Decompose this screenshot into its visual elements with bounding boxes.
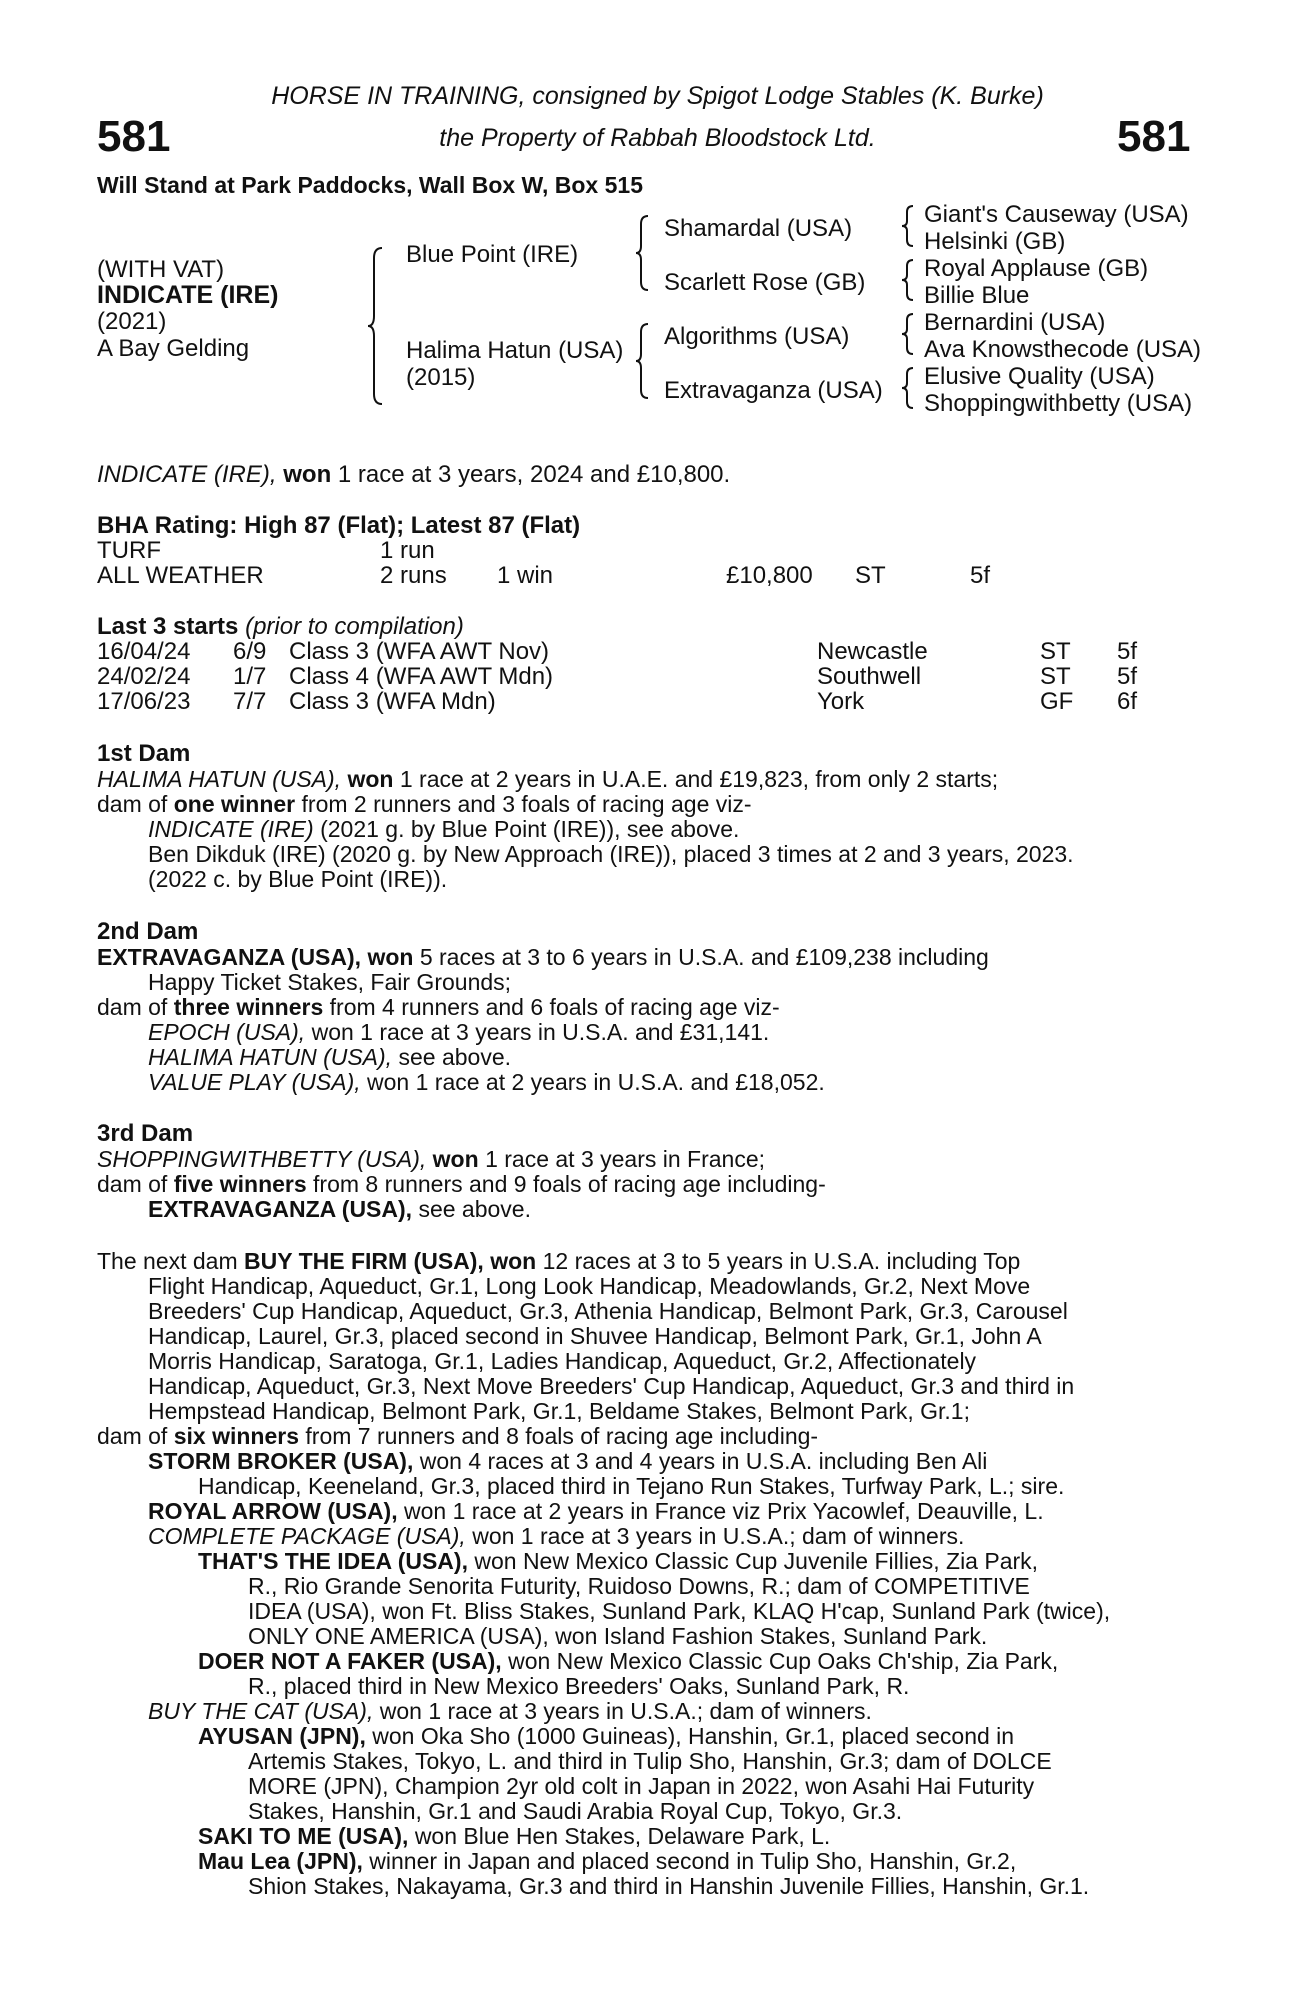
start-date: 24/02/24 (97, 663, 191, 690)
ayusan-line-3: MORE (JPN), Champion 2yr old colt in Japan in 2022, won Asahi Hai Futurity (248, 1773, 1035, 1799)
pedigree-brace-main (368, 246, 388, 406)
thats-the-idea-line-2: R., Rio Grande Senorita Futurity, Ruidoso Downs, R.; dam of COMPETITIVE (248, 1573, 1030, 1599)
third-dam-line-2: dam of five winners from 8 runners and 9 foals of racing age including- (97, 1171, 826, 1197)
lot-number-right: 581 (1117, 112, 1191, 161)
third-dam-line-3: EXTRAVAGANZA (USA), see above. (148, 1196, 531, 1222)
first-dam-line-3: INDICATE (IRE) (2021 g. by Blue Point (IRE)), see above. (148, 816, 740, 842)
horse-year: (2021) (97, 308, 167, 335)
horse-description: A Bay Gelding (97, 335, 250, 362)
second-dam-line-4: EPOCH (USA), won 1 race at 3 years in U.S.A. and £31,141. (148, 1019, 770, 1045)
pedigree-brace-sire (636, 214, 652, 292)
pedigree-dam-sire: Algorithms (USA) (664, 323, 850, 350)
turf-label: TURF (97, 537, 161, 564)
property-line: the Property of Rabbah Bloodstock Ltd. (439, 124, 876, 152)
mau-lea-line-2: Shion Stakes, Nakayama, Gr.3 and third in Hanshin Juvenile Fillies, Hanshin, Gr.1. (248, 1873, 1090, 1899)
third-dam-line-1: SHOPPINGWITHBETTY (USA), won 1 race at 3 years in France; (97, 1146, 766, 1172)
aw-wins: 1 win (497, 562, 554, 589)
ayusan-line-2: Artemis Stakes, Tokyo, L. and third in Tulip Sho, Hanshin, Gr.3; dam of DOLCE (248, 1748, 1052, 1774)
aw-going: ST (855, 562, 886, 589)
storm-broker-line-2: Handicap, Keeneland, Gr.3, placed third in Tejano Run Stakes, Turfway Park, L.; sire. (198, 1473, 1065, 1499)
pedigree-sire: Blue Point (IRE) (406, 241, 579, 268)
next-dam-line-2: Flight Handicap, Aqueduct, Gr.1, Long Look Handicap, Meadowlands, Gr.2, Next Move (148, 1273, 1031, 1299)
turf-runs: 1 run (380, 537, 435, 564)
first-dam-line-2: dam of one winner from 2 runners and 3 foals of racing age viz- (97, 791, 752, 817)
second-dam-line-2: Happy Ticket Stakes, Fair Grounds; (148, 969, 512, 995)
pedigree-brace-dam (636, 322, 652, 400)
pedigree-sire-dam: Scarlett Rose (GB) (664, 269, 866, 296)
pedigree-sds: Royal Applause (GB) (924, 255, 1149, 282)
pedigree-dds: Elusive Quality (USA) (924, 363, 1155, 390)
aw-label: ALL WEATHER (97, 562, 264, 589)
start-race: Class 3 (WFA AWT Nov) (289, 638, 550, 665)
thats-the-idea-line-4: ONLY ONE AMERICA (USA), won Island Fashion Stakes, Sunland Park. (248, 1623, 988, 1649)
pedigree-ddd: Shoppingwithbetty (USA) (924, 390, 1193, 417)
aw-runs: 2 runs (380, 562, 447, 589)
pedigree-dss: Bernardini (USA) (924, 309, 1106, 336)
start-pos: 6/9 (233, 638, 267, 665)
pedigree-dsd: Ava Knowsthecode (USA) (924, 336, 1202, 363)
start-going: ST (1040, 663, 1071, 690)
aw-distance: 5f (970, 562, 991, 589)
second-dam-line-1: EXTRAVAGANZA (USA), won 5 races at 3 to 6 years in U.S.A. and £109,238 including (97, 944, 989, 970)
pedigree-dam: Halima Hatun (USA) (406, 337, 624, 364)
start-dist: 5f (1117, 638, 1138, 665)
next-dam-line-6: Handicap, Aqueduct, Gr.3, Next Move Breeders' Cup Handicap, Aqueduct, Gr.3 and third in (148, 1373, 1075, 1399)
vat-note: (WITH VAT) (97, 256, 225, 283)
mau-lea-line-1: Mau Lea (JPN), winner in Japan and placed second in Tulip Sho, Hanshin, Gr.2, (198, 1848, 1017, 1874)
ayusan-line-1: AYUSAN (JPN), won Oka Sho (1000 Guineas), Hanshin, Gr.1, placed second in (198, 1723, 1015, 1749)
start-going: ST (1040, 638, 1071, 665)
next-dam-line-1: The next dam BUY THE FIRM (USA), won 12 races at 3 to 5 years in U.S.A. including Top (97, 1248, 1021, 1274)
start-dist: 5f (1117, 663, 1138, 690)
first-dam-line-4: Ben Dikduk (IRE) (2020 g. by New Approach (IRE)), placed 3 times at 2 and 3 years, 2023. (148, 841, 1074, 867)
start-date: 17/06/23 (97, 688, 191, 715)
pedigree-sss: Giant's Causeway (USA) (924, 201, 1189, 228)
ayusan-line-4: Stakes, Hanshin, Gr.1 and Saudi Arabia Royal Cup, Tokyo, Gr.3. (248, 1798, 903, 1824)
pedigree-sire-sire: Shamardal (USA) (664, 215, 853, 242)
race-summary: INDICATE (IRE), won 1 race at 3 years, 2024 and £10,800. (97, 461, 731, 488)
pedigree-brace-dd (902, 366, 916, 410)
start-pos: 1/7 (233, 663, 267, 690)
horse-name: INDICATE (IRE) (97, 281, 279, 309)
next-dam-line-4: Handicap, Laurel, Gr.3, placed second in Shuvee Handicap, Belmont Park, Gr.1, John A (148, 1323, 1042, 1349)
aw-prize: £10,800 (726, 562, 813, 589)
pedigree-dam-year: (2015) (406, 364, 476, 391)
doer-not-a-faker-line-1: DOER NOT A FAKER (USA), won New Mexico Classic Cup Oaks Ch'ship, Zia Park, (198, 1648, 1059, 1674)
complete-package-line: COMPLETE PACKAGE (USA), won 1 race at 3 years in U.S.A.; dam of winners. (148, 1523, 965, 1549)
start-course: Southwell (817, 663, 922, 690)
thats-the-idea-line-3: IDEA (USA), won Ft. Bliss Stakes, Sunland Park, KLAQ H'cap, Sunland Park (twice), (248, 1598, 1111, 1624)
second-dam-line-6: VALUE PLAY (USA), won 1 race at 2 years in U.S.A. and £18,052. (148, 1069, 825, 1095)
last-starts-heading: Last 3 starts (prior to compilation) (97, 613, 464, 640)
pedigree-dam-dam: Extravaganza (USA) (664, 377, 883, 404)
start-pos: 7/7 (233, 688, 267, 715)
next-dam-line-3: Breeders' Cup Handicap, Aqueduct, Gr.3, Athenia Handicap, Belmont Park, Gr.3, Carousel (148, 1298, 1068, 1324)
saki-to-me-line: SAKI TO ME (USA), won Blue Hen Stakes, Delaware Park, L. (198, 1823, 831, 1849)
pedigree-brace-ss (902, 204, 916, 248)
second-dam-line-5: HALIMA HATUN (USA), see above. (148, 1044, 511, 1070)
pedigree-brace-ds (902, 312, 916, 356)
start-race: Class 4 (WFA AWT Mdn) (289, 663, 554, 690)
storm-broker-line-1: STORM BROKER (USA), won 4 races at 3 and 4 years in U.S.A. including Ben Ali (148, 1448, 988, 1474)
start-course: Newcastle (817, 638, 928, 665)
start-course: York (817, 688, 865, 715)
start-dist: 6f (1117, 688, 1138, 715)
second-dam-line-3: dam of three winners from 4 runners and 6 foals of racing age viz- (97, 994, 780, 1020)
start-date: 16/04/24 (97, 638, 191, 665)
pedigree-sdd: Billie Blue (924, 282, 1030, 309)
stand-location: Will Stand at Park Paddocks, Wall Box W, Box 515 (97, 172, 643, 198)
first-dam-line-5: (2022 c. by Blue Point (IRE)). (148, 866, 448, 892)
start-going: GF (1040, 688, 1074, 715)
pedigree-ssd: Helsinki (GB) (924, 228, 1066, 255)
next-dam-line-7: Hempstead Handicap, Belmont Park, Gr.1, Beldame Stakes, Belmont Park, Gr.1; (148, 1398, 970, 1424)
buy-the-cat-line: BUY THE CAT (USA), won 1 race at 3 years in U.S.A.; dam of winners. (148, 1698, 872, 1724)
first-dam-title: 1st Dam (97, 740, 191, 767)
next-dam-line-8: dam of six winners from 7 runners and 8 foals of racing age including- (97, 1423, 819, 1449)
thats-the-idea-line-1: THAT'S THE IDEA (USA), won New Mexico Classic Cup Juvenile Fillies, Zia Park, (198, 1548, 1039, 1574)
second-dam-title: 2nd Dam (97, 918, 199, 945)
pedigree-brace-sd (902, 258, 916, 302)
lot-number-left: 581 (97, 112, 171, 161)
consignment-line: HORSE IN TRAINING, consigned by Spigot Lodge Stables (K. Burke) (271, 82, 1044, 110)
next-dam-line-5: Morris Handicap, Saratoga, Gr.1, Ladies Handicap, Aqueduct, Gr.2, Affectionately (148, 1348, 977, 1374)
third-dam-title: 3rd Dam (97, 1120, 194, 1147)
first-dam-line-1: HALIMA HATUN (USA), won 1 race at 2 years in U.A.E. and £19,823, from only 2 starts; (97, 766, 999, 792)
start-race: Class 3 (WFA Mdn) (289, 688, 496, 715)
doer-not-a-faker-line-2: R., placed third in New Mexico Breeders' Oaks, Sunland Park, R. (248, 1673, 910, 1699)
bha-rating: BHA Rating: High 87 (Flat); Latest 87 (Flat) (97, 512, 581, 539)
royal-arrow-line: ROYAL ARROW (USA), won 1 race at 2 years in France viz Prix Yacowlef, Deauville, L. (148, 1498, 1044, 1524)
